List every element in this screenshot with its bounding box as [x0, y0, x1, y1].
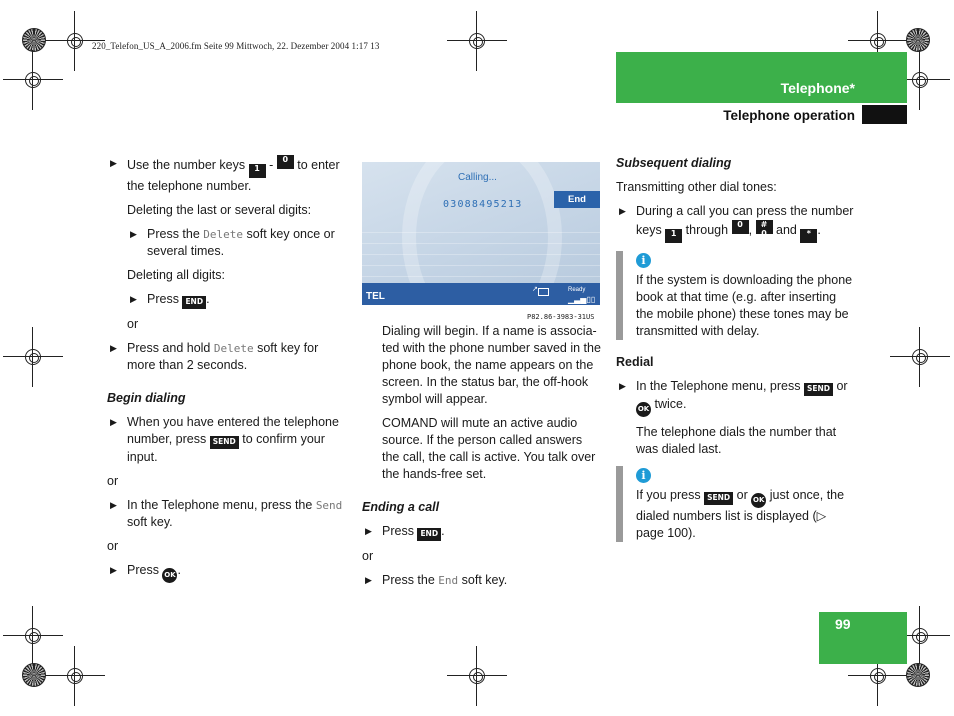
subsection-title: Telephone operation: [723, 108, 855, 123]
heading-begin-dialing: Begin dialing: [107, 391, 186, 405]
bullet-arrow-icon: ▶: [130, 229, 137, 239]
step-hold-delete: [107, 340, 347, 374]
step-text: soft key for more than 2 seconds.: [127, 341, 319, 372]
registration-mark-top-left: [61, 27, 89, 55]
step-text: twice.: [654, 397, 687, 411]
ok-key-icon: OK: [162, 568, 177, 583]
column-2: [362, 323, 602, 596]
bullet-arrow-icon: ▶: [365, 526, 372, 536]
key-hash-icon: [756, 220, 773, 238]
paragraph-delete-last: Deleting the last or several digits:: [127, 203, 312, 217]
step-text: through: [685, 223, 729, 237]
heading-redial: Redial: [616, 355, 654, 369]
key-1-icon: 1: [665, 229, 682, 243]
registration-burst-top-left: [22, 28, 46, 52]
figure-caption: P82.86-3983-31US: [527, 313, 595, 321]
key-0-icon: [732, 220, 749, 238]
registration-burst-top-right: [906, 28, 930, 52]
page-number-tab: [819, 612, 907, 664]
section-title: Telephone*: [780, 80, 855, 96]
step-text: When you have entered the telephone number, press: [127, 415, 339, 446]
key-1-icon: 1: [249, 164, 266, 178]
paragraph-comand-mute: COMAND will mute an active audio source. If the person called answers the call, the call is active. You talk over the hands-free set.: [382, 416, 596, 481]
key-star-icon: *: [800, 229, 817, 243]
softkey-send-label: Send: [315, 499, 343, 512]
note-text-part: or: [736, 488, 748, 502]
registration-mark-bottom-left: [61, 662, 89, 690]
registration-mark-right-upper: [906, 66, 934, 94]
step-delete-softkey: [127, 226, 347, 260]
bullet-arrow-icon: ▶: [619, 381, 626, 391]
column-1: [107, 155, 347, 590]
softkey-end-label: End: [438, 574, 459, 587]
dialed-number: 03088495213: [443, 199, 523, 210]
step-send-softkey: [107, 497, 347, 531]
step-text: In the Telephone menu, press the: [127, 498, 313, 512]
info-icon: i: [636, 468, 651, 483]
note-text-part: just once, the dialed numbers list is displayed: [636, 488, 845, 523]
bullet-arrow-icon: ▶: [110, 158, 117, 168]
note-text: If the system is downloading the phone book at that time (e.g. after inserting the mobile phone) these tones may be transmitted with delay.: [636, 273, 853, 338]
step-text: .: [817, 223, 821, 237]
column-3: [616, 155, 856, 552]
signal-strength-icon: ▁▃▅▯▯: [568, 295, 596, 304]
step-enter-number: [107, 155, 347, 195]
off-hook-icon: ↗: [532, 286, 538, 293]
registration-mark-left-lower: [19, 622, 47, 650]
or-text: or: [362, 549, 374, 563]
heading-subsequent-dialing: Subsequent dialing: [616, 156, 732, 170]
heading-ending-call: Ending a call: [362, 500, 440, 514]
softkey-delete-label: Delete: [203, 228, 244, 241]
paragraph-delete-all: Deleting all digits:: [127, 268, 225, 282]
step-text: Press: [382, 524, 414, 538]
status-bar: [362, 283, 600, 305]
bullet-arrow-icon: ▶: [110, 565, 117, 575]
step-text: and: [776, 223, 797, 237]
key-0-sub: ⎵: [283, 164, 287, 173]
step-text: .: [206, 292, 210, 306]
step-text: Press the: [147, 227, 200, 241]
page-reference-link[interactable]: (▷ page 100).: [636, 509, 827, 540]
step-text: soft key.: [461, 573, 508, 587]
step-number-keys: [616, 203, 856, 243]
info-note-download: [616, 251, 856, 340]
bullet-arrow-icon: ▶: [130, 294, 137, 304]
bullet-arrow-icon: ▶: [619, 206, 626, 216]
ok-key-icon: OK: [636, 402, 651, 417]
key-hash-label: #: [760, 220, 768, 229]
or-text: or: [107, 539, 119, 553]
step-text: .: [441, 524, 445, 538]
bullet-arrow-icon: ▶: [365, 575, 372, 585]
step-end-softkey: [362, 572, 602, 589]
step-text: Press: [127, 563, 159, 577]
ready-label: Ready: [568, 287, 586, 293]
key-0-icon: [277, 155, 294, 173]
page-number: 99: [835, 616, 851, 632]
section-tab: [616, 52, 907, 103]
step-end-press: [362, 523, 602, 541]
paragraph-redial-result: The telephone dials the number that was dialed last.: [636, 425, 837, 456]
step-press-send: [107, 414, 347, 466]
step-text: Press and hold: [127, 341, 211, 355]
calling-status: Calling...: [458, 172, 497, 183]
note-text: [636, 487, 856, 542]
envelope-icon: [538, 288, 549, 296]
step-text: soft key once or several times.: [147, 227, 335, 258]
paragraph-dialing-begins: Dialing will begin. If a name is associa-ted with the phone number saved in the phone book, the name appears on the screen. In the status bar, the off-hook symbol will appear.: [382, 324, 601, 406]
step-text: -: [269, 158, 274, 172]
registration-mark-bottom-center: [463, 662, 491, 690]
section-marker: [862, 105, 907, 124]
key-0-sub: ⎵: [738, 229, 742, 238]
step-text: Use the number keys: [127, 158, 246, 172]
registration-burst-bottom-left: [22, 663, 46, 687]
step-text: to enter the telephone number.: [127, 158, 340, 193]
key-hash-sub: 0: [761, 229, 767, 238]
key-0-label: 0: [737, 220, 743, 229]
or-text: or: [107, 474, 119, 488]
bullet-arrow-icon: ▶: [110, 417, 117, 427]
registration-burst-bottom-right: [906, 663, 930, 687]
info-icon: i: [636, 253, 651, 268]
softkey-delete-label: Delete: [213, 342, 254, 355]
step-text: ,: [748, 223, 753, 237]
send-key-icon: SEND: [804, 383, 833, 396]
step-text: .: [177, 563, 181, 577]
end-key-icon: END: [417, 528, 441, 541]
end-key-icon: END: [182, 296, 206, 309]
note-text-part: If you press: [636, 488, 701, 502]
registration-mark-bottom-right: [864, 662, 892, 690]
info-note-dialed-list: [616, 466, 856, 542]
paragraph-dial-tones: Transmitting other dial tones:: [616, 180, 777, 194]
step-press-ok: [107, 562, 347, 583]
step-text: Press: [147, 292, 179, 306]
end-softkey: End: [554, 191, 600, 208]
file-info-line: 220_Telefon_US_A_2006.fm Seite 99 Mittwoch, 22. Dezember 2004 1:17 13: [92, 41, 380, 51]
bullet-arrow-icon: ▶: [110, 343, 117, 353]
registration-mark-top-center: [463, 27, 491, 55]
or-text: or: [127, 317, 139, 331]
step-text: During a call you can press the number keys: [636, 204, 854, 237]
ok-key-icon: OK: [751, 493, 766, 508]
comand-display-screenshot: [362, 162, 600, 305]
step-text: Press the: [382, 573, 435, 587]
send-key-icon: SEND: [704, 492, 733, 505]
registration-mark-top-right: [864, 27, 892, 55]
bullet-arrow-icon: ▶: [110, 500, 117, 510]
registration-mark-right-lower: [906, 622, 934, 650]
registration-mark-right-mid: [906, 343, 934, 371]
display-background-lines: [362, 222, 600, 277]
registration-mark-left-mid: [19, 343, 47, 371]
send-key-icon: SEND: [210, 436, 239, 449]
step-text: In the Telephone menu, press: [636, 379, 801, 393]
step-press-end: [127, 291, 347, 309]
step-text: to confirm your input.: [127, 432, 325, 464]
step-redial: [616, 378, 856, 417]
step-text: soft key.: [127, 515, 173, 529]
tel-label: TEL: [366, 291, 385, 302]
registration-mark-left-upper: [19, 66, 47, 94]
step-text: or: [836, 379, 848, 393]
key-0-label: 0: [282, 155, 289, 164]
